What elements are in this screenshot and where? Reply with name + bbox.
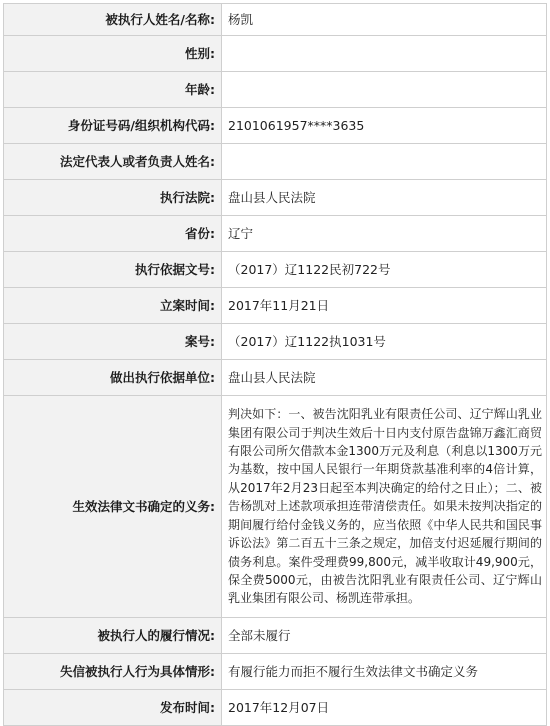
row-gender <box>4 36 547 72</box>
value-legal-representative <box>222 144 547 180</box>
value-publish-date: 2017年12月07日 <box>222 690 547 726</box>
label-filing-date: 立案时间: <box>4 288 222 324</box>
value-filing-date: 2017年11月21日 <box>222 288 547 324</box>
label-case-number: 案号: <box>4 324 222 360</box>
row-execution-basis-number <box>4 252 547 288</box>
value-age <box>222 72 547 108</box>
label-legal-representative: 法定代表人或者负责人姓名: <box>4 144 222 180</box>
value-performance-status: 全部未履行 <box>222 618 547 654</box>
value-executing-court: 盘山县人民法院 <box>222 180 547 216</box>
value-issuing-unit: 盘山县人民法院 <box>222 360 547 396</box>
value-dishonest-behavior: 有履行能力而拒不履行生效法律文书确定义务 <box>222 654 547 690</box>
row-age <box>4 72 547 108</box>
label-execution-basis-number: 执行依据文号: <box>4 252 222 288</box>
row-executing-court <box>4 180 547 216</box>
label-debtor-name: 被执行人姓名/名称: <box>4 4 222 36</box>
row-case-number <box>4 324 547 360</box>
row-performance-status <box>4 618 547 654</box>
label-executing-court: 执行法院: <box>4 180 222 216</box>
label-obligations: 生效法律文书确定的义务: <box>4 396 222 618</box>
label-gender: 性别: <box>4 36 222 72</box>
label-publish-date: 发布时间: <box>4 690 222 726</box>
info-table <box>3 3 547 726</box>
row-obligations <box>4 396 547 618</box>
label-dishonest-behavior: 失信被执行人行为具体情形: <box>4 654 222 690</box>
label-performance-status: 被执行人的履行情况: <box>4 618 222 654</box>
row-province <box>4 216 547 252</box>
value-province: 辽宁 <box>222 216 547 252</box>
label-age: 年龄: <box>4 72 222 108</box>
label-id-number: 身份证号码/组织机构代码: <box>4 108 222 144</box>
row-dishonest-behavior <box>4 654 547 690</box>
row-legal-representative <box>4 144 547 180</box>
row-id-number <box>4 108 547 144</box>
label-issuing-unit: 做出执行依据单位: <box>4 360 222 396</box>
value-gender <box>222 36 547 72</box>
value-execution-basis-number: （2017）辽1122民初722号 <box>222 252 547 288</box>
value-case-number: （2017）辽1122执1031号 <box>222 324 547 360</box>
value-obligations: 判决如下：一、被告沈阳乳业有限责任公司、辽宁辉山乳业集团有限公司于判决生效后十日内支付原告盘锦万鑫汇商贸有限公司所欠借款本金1300万元及利息（利息以1300万元为基数，按中国人民银行一年期贷款基准利率的4倍计算，从2017年2月23日起至本判决确定的给付之日止）；二、被告杨凯对上述款项承担连带清偿责任。如果未按判决指定的期间履行给付金钱义务的，应当依照《中华人民共和国民事诉讼法》第二百五十三条之规定，加倍支付迟延履行期间的债务利息。案件受理费99,800元，减半收取计49,900元，保全费5000元，由被告沈阳乳业有限责任公司、辽宁辉山乳业集团有限公司、杨凯连带承担。 <box>222 396 547 618</box>
row-debtor-name <box>4 4 547 36</box>
value-id-number: 2101061957****3635 <box>222 108 547 144</box>
value-debtor-name: 杨凯 <box>222 4 547 36</box>
row-issuing-unit <box>4 360 547 396</box>
label-province: 省份: <box>4 216 222 252</box>
row-publish-date <box>4 690 547 726</box>
row-filing-date <box>4 288 547 324</box>
